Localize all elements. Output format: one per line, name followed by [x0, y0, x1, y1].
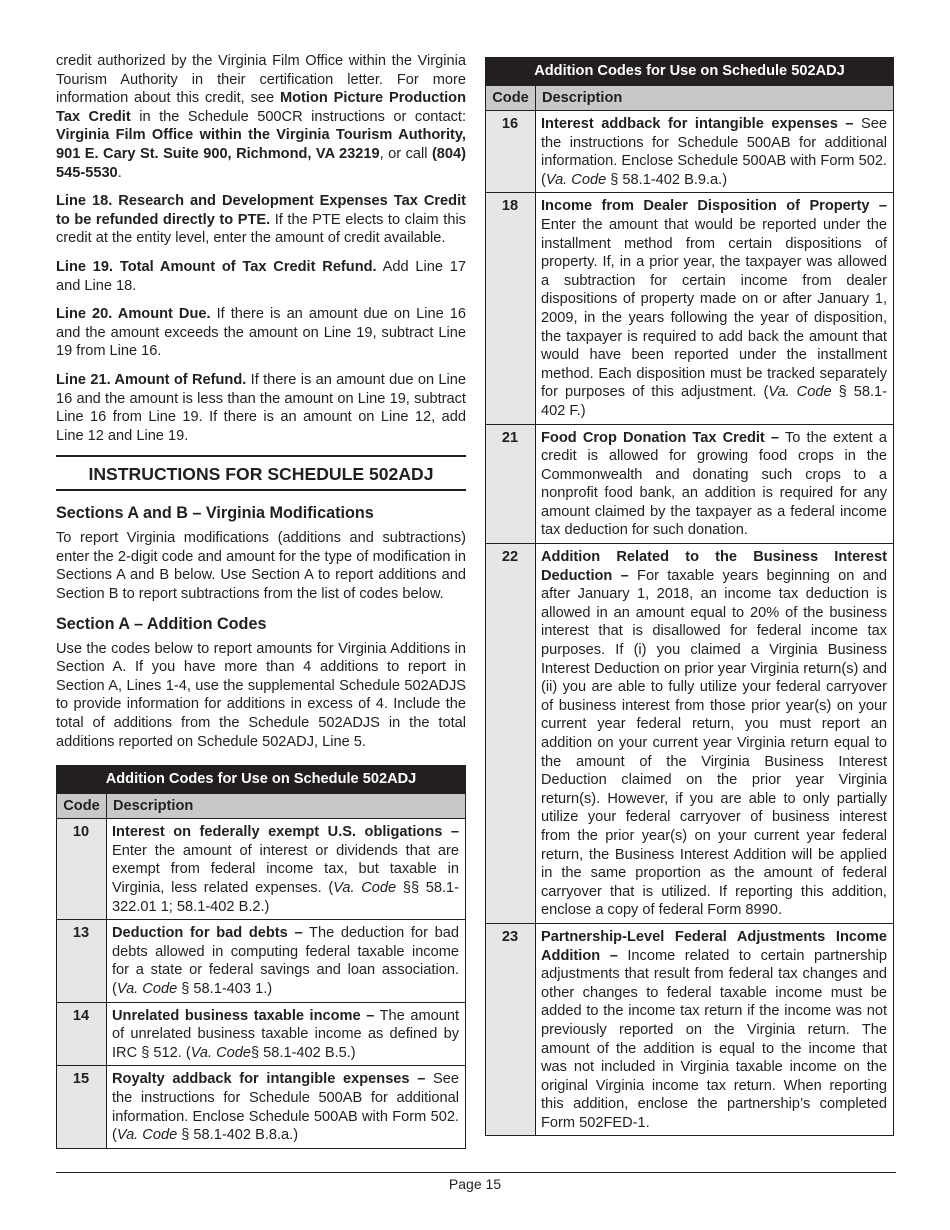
description-title: Partnership-Level Federal Adjustments Income Addition –: [541, 928, 887, 964]
table-row: [486, 111, 894, 193]
va-code-ref: Va. Code: [116, 1127, 178, 1144]
description-title: Unrelated business taxable income –: [112, 1007, 375, 1024]
right-column: [485, 57, 894, 1136]
description-citation: §§ 58.1-322.01 1; 58.1-402 B.2.): [112, 880, 460, 915]
va-code-ref: Va. Code: [190, 1044, 251, 1061]
description-text: Enter the amount that would be reported under the installment method from certain dispositions of property. If, in a prior year, the taxpayer was allowed a subtraction for certain income from dealer dispositions of property made on or after January 1, 2009, in the years following the year of disposition, the taxpayer is required to add back the amount that would have been reported under the installment method. Each disposition must be tracked separately for purposes of this adjustment. (: [541, 216, 887, 401]
code-cell: 14: [57, 1002, 107, 1066]
description-text: For taxable years beginning on and after January 1, 2018, an income tax deduction is allowed in an amount equal to 20% of the business interest that is disallowed for federal income tax purposes. If (i) you claimed a Virginia Business Interest Deduction on prior year Virginia return(s) and (ii) you are able to fully utilize your federal carryover of business interest from those prior year(s) on your current year federal return, you must report an addition on your current year Virginia return equal to the amount of the Virginia Business Interest Deduction claimed on the prior year Virginia return(s). However, if you are able to only partially utilize your federal carryover of business interest from the prior year(s) on your current year federal return, the Business Interest Addition will be applied in the same proportion as the amount of federal carryover that is utilized. If reporting this addition, enclose a copy of federal Form 8990.: [541, 567, 887, 919]
va-code-ref: Va. Code: [545, 171, 607, 188]
description-citation: § 58.1-403 1.): [177, 980, 273, 997]
line-20-text: If there is an amount due on Line 16 and the amount exceeds the amount on Line 19, subtract Line 19 from Line 16.: [56, 306, 466, 360]
line-18-title: Line 18. Research and Development Expenses Tax Credit to be refunded directly to PTE.: [56, 193, 466, 228]
va-code-ref: Va. Code: [116, 980, 178, 997]
description-text: The amount of unrelated business taxable income as defined by IRC § 512. (: [112, 1007, 460, 1061]
line-19-title: Line 19. Total Amount of Tax Credit Refund.: [56, 258, 377, 275]
description-citation: § 58.1-402 B.5.): [251, 1044, 356, 1061]
table-row: [57, 920, 466, 1002]
description-column-header: Description: [536, 86, 894, 111]
description-cell: [536, 193, 894, 424]
table-row: [57, 819, 466, 920]
code-cell: 10: [57, 819, 107, 920]
line-21-text: If there is an amount due on Line 16 and the amount is less than the amount on Line 19, subtract Line 16 from Line 19. If there is an amount on Line 12, add Line 12 and Line 19.: [56, 371, 467, 444]
va-code-ref: Va. Code: [333, 880, 397, 896]
line-20-title: Line 20. Amount Due.: [56, 306, 211, 323]
description-cell: [107, 819, 466, 920]
table-row: [57, 1002, 466, 1066]
code-column-header: Code: [486, 86, 536, 111]
description-text: To the extent a credit is allowed for growing food crops in the Commonwealth and donating such crops to a nonprofit food bank, an addition is required for any amount claimed by the taxpayer as a federal income tax deduction for such donation.: [541, 429, 887, 539]
code-cell: 23: [486, 923, 536, 1136]
description-title: Addition Related to the Business Interest Deduction –: [541, 549, 887, 584]
description-text: See the instructions for Schedule 500AB for additional information. Enclose Schedule 500AB with Form 502. (: [541, 116, 887, 188]
description-title: Interest on federally exempt U.S. obligations –: [112, 824, 459, 841]
description-cell: [536, 111, 894, 193]
line-19-paragraph: [56, 258, 466, 295]
description-citation: § 58.1-402 F.): [541, 384, 887, 419]
description-text: The deduction for bad debts allowed in computing federal taxable income for a state or federal savings and loan association. (: [112, 925, 459, 997]
code-cell: 18: [486, 193, 536, 424]
description-title: Interest addback for intangible expenses –: [541, 116, 854, 132]
intro-text: .: [117, 164, 122, 181]
intro-text: in the Schedule 500CR instructions or contact:: [130, 108, 466, 125]
description-title: Royalty addback for intangible expenses –: [112, 1071, 426, 1088]
line-18-paragraph: [56, 192, 466, 248]
code-cell: 13: [57, 920, 107, 1002]
description-cell: [107, 920, 466, 1002]
description-citation: § 58.1-402 B.9.a.): [606, 171, 728, 188]
line-21-title: Line 21. Amount of Refund.: [56, 371, 247, 388]
table-row: [486, 923, 894, 1136]
section-a-heading: Section A – Addition Codes: [56, 614, 267, 633]
schedule-heading: INSTRUCTIONS FOR SCHEDULE 502ADJ: [56, 455, 466, 491]
description-column-header: Description: [107, 794, 466, 819]
code-cell: 15: [57, 1066, 107, 1148]
film-credit-paragraph: [56, 52, 466, 182]
addition-codes-table-left: [56, 765, 466, 1149]
film-office-address: Virginia Film Office within the Virginia Tourism Authority, 901 E. Cary St. Suite 900, Richmond, VA 23219: [56, 127, 466, 162]
table-row: [486, 193, 894, 424]
table-title: Addition Codes for Use on Schedule 502ADJ: [57, 766, 466, 794]
description-title: Food Crop Donation Tax Credit –: [541, 429, 780, 446]
va-code-ref: Va. Code: [768, 384, 832, 401]
table-row: [486, 424, 894, 544]
sections-heading: Sections A and B – Virginia Modifications: [56, 504, 374, 523]
section-a-paragraph: Use the codes below to report amounts for Virginia Additions in Section A. If you have more than 4 additions to report in Section A, Lines 1-4, use the supplemental Schedule 502ADJS to provide information for additions in excess of 4. Include the total of additions from the Schedule 502ADJS in the total additions reported on Schedule 502ADJ, Line 5.: [56, 640, 466, 750]
description-cell: [536, 923, 894, 1136]
left-column: [56, 52, 466, 1149]
description-citation: § 58.1-402 B.8.a.): [177, 1127, 299, 1144]
table-row: [57, 1066, 466, 1148]
intro-text: credit authorized by the Virginia Film Office within the Virginia Tourism Authority in their certification letter. For more information about this credit, see: [56, 53, 466, 107]
code-cell: 22: [486, 544, 536, 924]
description-text: Income related to certain partnership adjustments that result from federal tax changes and other changes to federal taxable income must be added to the income tax return if the income was not previously reported on the Virginia return. The amount of the addition is equal to the income that was not included in Virginia taxable income on the original Virginia income tax return. When reporting this addition, enclose the partnership’s completed Form 502FED-1.: [541, 947, 887, 1131]
footer-divider: [56, 1172, 896, 1173]
description-title: Deduction for bad debts –: [112, 925, 303, 942]
description-cell: [107, 1066, 466, 1148]
code-column-header: Code: [57, 794, 107, 819]
line-21-paragraph: [56, 371, 466, 445]
description-title: Income from Dealer Disposition of Property –: [541, 198, 887, 215]
line-19-text: Add Line 17 and Line 18.: [56, 258, 466, 294]
description-cell: [536, 544, 894, 924]
line-18-text: If the PTE elects to claim this credit at the entity level, enter the amount of credit available.: [56, 211, 466, 247]
table-row: [486, 544, 894, 924]
code-cell: 16: [486, 111, 536, 193]
description-text: Enter the amount of interest or dividends that are exempt from federal income tax, but taxable in Virginia, less related expenses. (: [112, 842, 459, 896]
table-title: Addition Codes for Use on Schedule 502ADJ: [486, 58, 894, 86]
line-20-paragraph: [56, 305, 466, 361]
sections-paragraph: To report Virginia modifications (additions and subtractions) enter the 2-digit code and amount for the type of modification in Sections A and B below. Use Section A to report additions and Section B to report subtractions from the list of codes below.: [56, 530, 466, 603]
addition-codes-table-right: [485, 57, 894, 1136]
page-number: Page 15: [448, 1176, 502, 1192]
code-cell: 21: [486, 424, 536, 544]
description-cell: [107, 1002, 466, 1066]
film-office-phone: (804) 545-5530: [56, 145, 467, 181]
description-text: See the instructions for Schedule 500AB for additional information. Enclose Schedule 500AB with Form 502. (: [112, 1071, 459, 1144]
description-cell: [536, 424, 894, 544]
intro-bold-credit-name: Motion Picture Production Tax Credit: [56, 90, 467, 125]
intro-text: , or call: [379, 145, 432, 162]
